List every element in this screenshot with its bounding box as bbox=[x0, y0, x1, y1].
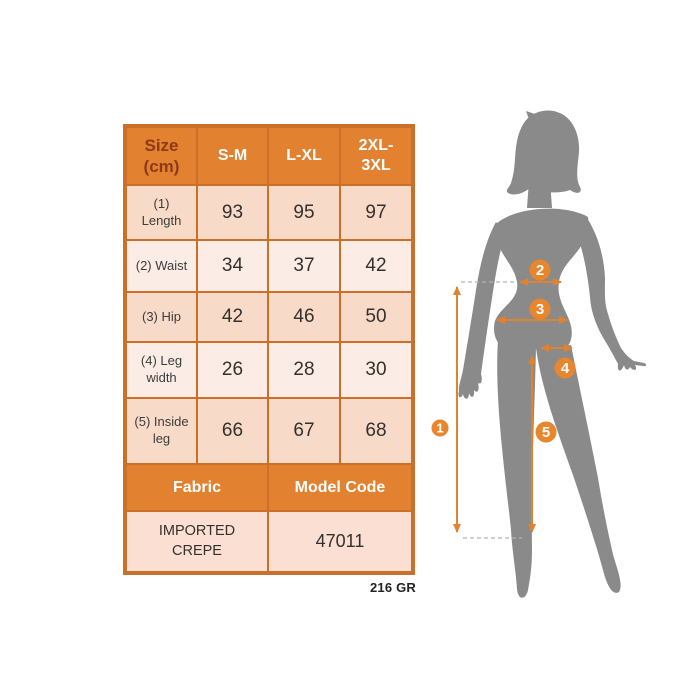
value-length-l-xl: 95 bbox=[268, 185, 340, 240]
row-label-length: (1) Length bbox=[126, 185, 197, 240]
col-header-s-m: S-M bbox=[197, 127, 268, 185]
col-header-2xl-3xl: 2XL-3XL bbox=[340, 127, 412, 185]
fabric-value: IMPORTED CREPE bbox=[126, 511, 268, 572]
neck-shape bbox=[527, 180, 552, 208]
row-label-waist: (2) Waist bbox=[126, 240, 197, 292]
marker-1-label: 1 bbox=[436, 420, 444, 436]
value-hip-l-xl: 46 bbox=[268, 292, 340, 342]
value-hip-s-m: 42 bbox=[197, 292, 268, 342]
marker-5-label: 5 bbox=[541, 424, 551, 441]
marker-4-label: 4 bbox=[560, 360, 570, 377]
body-measurement-figure bbox=[430, 100, 690, 610]
size-unit-header: Size (cm) bbox=[126, 127, 197, 185]
fabric-header: Fabric bbox=[126, 464, 268, 511]
value-inside-leg-l-xl: 67 bbox=[268, 398, 340, 464]
value-waist-s-m: 34 bbox=[197, 240, 268, 292]
size-chart-table bbox=[123, 124, 415, 575]
marker-2-label: 2 bbox=[535, 262, 545, 279]
right-arm-shape bbox=[578, 215, 646, 371]
value-waist-l-xl: 37 bbox=[268, 240, 340, 292]
right-leg-shape bbox=[536, 345, 621, 593]
value-waist-2xl-3xl: 42 bbox=[340, 240, 412, 292]
value-leg-width-2xl-3xl: 30 bbox=[340, 342, 412, 398]
model-code-header: Model Code bbox=[268, 464, 412, 511]
weight-note: 216 GR bbox=[369, 580, 416, 595]
model-code-value: 47011 bbox=[268, 511, 412, 572]
body-silhouette bbox=[458, 111, 646, 598]
value-leg-width-s-m: 26 bbox=[197, 342, 268, 398]
row-label-inside-leg: (5) Inside leg bbox=[126, 398, 197, 464]
value-hip-2xl-3xl: 50 bbox=[340, 292, 412, 342]
col-header-l-xl: L-XL bbox=[268, 127, 340, 185]
value-inside-leg-s-m: 66 bbox=[197, 398, 268, 464]
value-leg-width-l-xl: 28 bbox=[268, 342, 340, 398]
value-length-2xl-3xl: 97 bbox=[340, 185, 412, 240]
row-label-hip: (3) Hip bbox=[126, 292, 197, 342]
value-inside-leg-2xl-3xl: 68 bbox=[340, 398, 412, 464]
value-length-s-m: 93 bbox=[197, 185, 268, 240]
row-label-leg-width: (4) Leg width bbox=[126, 342, 197, 398]
left-leg-shape bbox=[497, 340, 536, 598]
marker-3-label: 3 bbox=[535, 301, 545, 318]
